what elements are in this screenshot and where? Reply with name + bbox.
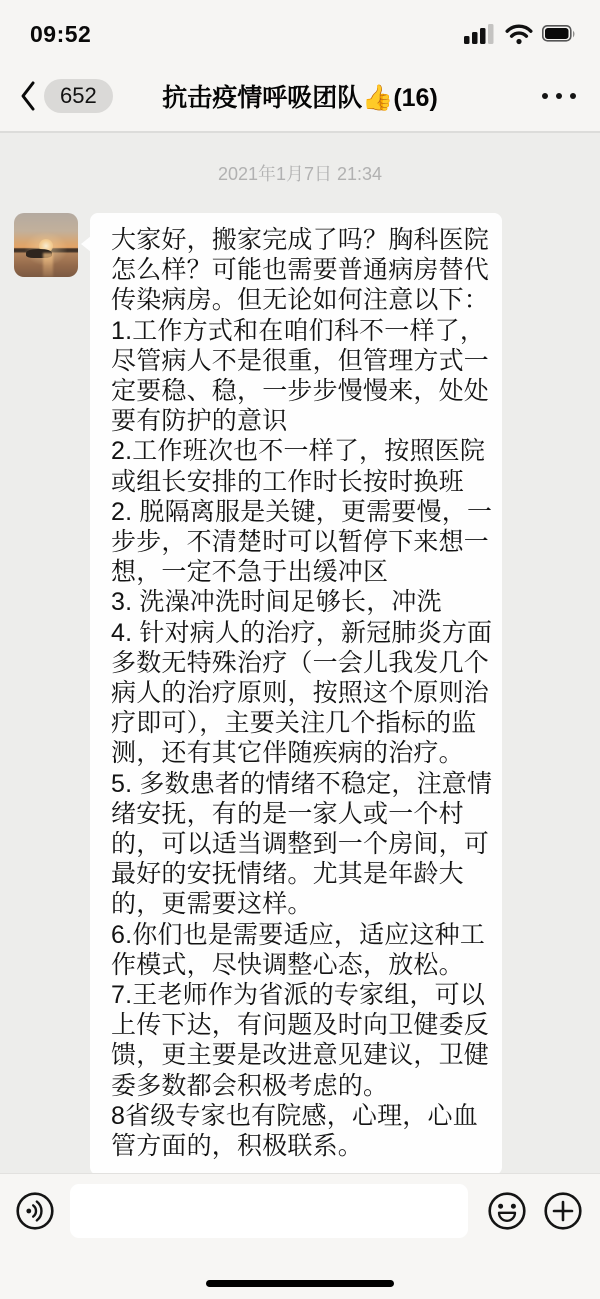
message-text-line: 的，更需要这样。: [111, 890, 313, 919]
message-text: [111, 225, 493, 1161]
ellipsis-icon: [570, 93, 576, 99]
message-text-line: 馈，更主要是改进意见建议，卫健: [111, 1041, 490, 1070]
message-text-line: 上传下达，有问题及时向卫健委反: [111, 1011, 490, 1040]
message-bubble[interactable]: [90, 213, 502, 1175]
message-text-line: 2.工作班次也不一样了，按照医院: [111, 437, 486, 466]
back-button[interactable]: [20, 79, 113, 113]
more-functions-button[interactable]: [543, 1191, 583, 1231]
chevron-left-icon: [20, 80, 36, 112]
message-text-line: 传染病房。但无论如何注意以下：: [111, 286, 490, 315]
message-text-line: 想，一定不急于出缓冲区: [111, 558, 389, 587]
voice-message-button[interactable]: [15, 1191, 55, 1231]
message-text-line: 8省级专家也有院感，心理，心血: [111, 1101, 478, 1130]
chat-message-area: [0, 135, 600, 1173]
more-button[interactable]: [538, 83, 580, 109]
message-text-line: 管方面的，积极联系。: [111, 1132, 364, 1161]
message-text-input[interactable]: [70, 1184, 468, 1238]
message-text-line: 最好的安抚情绪。尤其是年龄大: [111, 860, 464, 889]
incoming-message-row: [14, 213, 600, 1175]
message-text-line: 多数无特殊治疗（一会儿我发几个: [111, 648, 490, 677]
message-text-line: 7.王老师作为省派的专家组，可以: [111, 981, 486, 1010]
chat-title: 抗击疫情呼吸团队👍(16): [162, 83, 438, 112]
message-text-line: 要有防护的意识: [111, 407, 288, 436]
emoji-button[interactable]: [487, 1191, 527, 1231]
home-indicator[interactable]: [206, 1280, 394, 1287]
message-text-line: 5. 多数患者的情绪不稳定，注意情: [111, 769, 493, 798]
cellular-signal-icon: [464, 23, 496, 45]
message-text-line: 作模式，尽快调整心态，放松。: [111, 950, 464, 979]
message-text-line: 委多数都会积极考虑的。: [111, 1071, 389, 1100]
wifi-icon: [505, 24, 533, 45]
unread-count-badge: 652: [44, 79, 113, 113]
battery-icon: [542, 25, 576, 43]
message-text-line: 测，还有其它伴随疾病的治疗。: [111, 739, 464, 768]
message-text-line: 尽管病人不是很重，但管理方式一: [111, 346, 490, 375]
message-text-line: 的，可以适当调整到一个房间，可: [111, 830, 490, 859]
ellipsis-icon: [542, 93, 548, 99]
message-text-line: 2. 脱隔离服是关键，更需要慢，一: [111, 497, 493, 526]
message-text-line: 定要稳、稳，一步步慢慢来，处处: [111, 377, 490, 406]
message-text-line: 绪安抚，有的是一家人或一个村: [111, 799, 464, 828]
message-text-line: 步步，不清楚时可以暂停下来想一: [111, 528, 490, 557]
message-text-line: 病人的治疗原则，按照这个原则治: [111, 679, 490, 708]
message-text-line: 1.工作方式和在咱们科不一样了，: [111, 316, 486, 345]
message-text-line: 怎么样？可能也需要普通病房替代: [111, 256, 490, 285]
nav-bar: [0, 60, 600, 133]
message-text-line: 6.你们也是需要适应，适应这种工: [111, 920, 486, 949]
message-text-line: 大家好，搬家完成了吗？胸科医院: [111, 226, 490, 254]
sender-avatar[interactable]: [14, 213, 78, 277]
message-input-bar: [0, 1173, 600, 1299]
status-bar: [0, 0, 600, 60]
message-text-line: 3. 洗澡冲洗时间足够长，冲洗: [111, 588, 442, 617]
status-icons: [464, 23, 576, 45]
bubble-tail: [81, 236, 91, 252]
message-text-line: 或组长安排的工作时长按时换班: [111, 467, 464, 496]
message-text-line: 疗即可），主要关注几个指标的监: [111, 709, 477, 738]
clock-time: 09:52: [30, 20, 92, 47]
avatar-sun-reflection: [43, 253, 53, 277]
date-timestamp: 2021年1月7日 21:34: [217, 164, 383, 184]
ellipsis-icon: [556, 93, 562, 99]
message-text-line: 4. 针对病人的治疗，新冠肺炎方面: [111, 618, 493, 647]
